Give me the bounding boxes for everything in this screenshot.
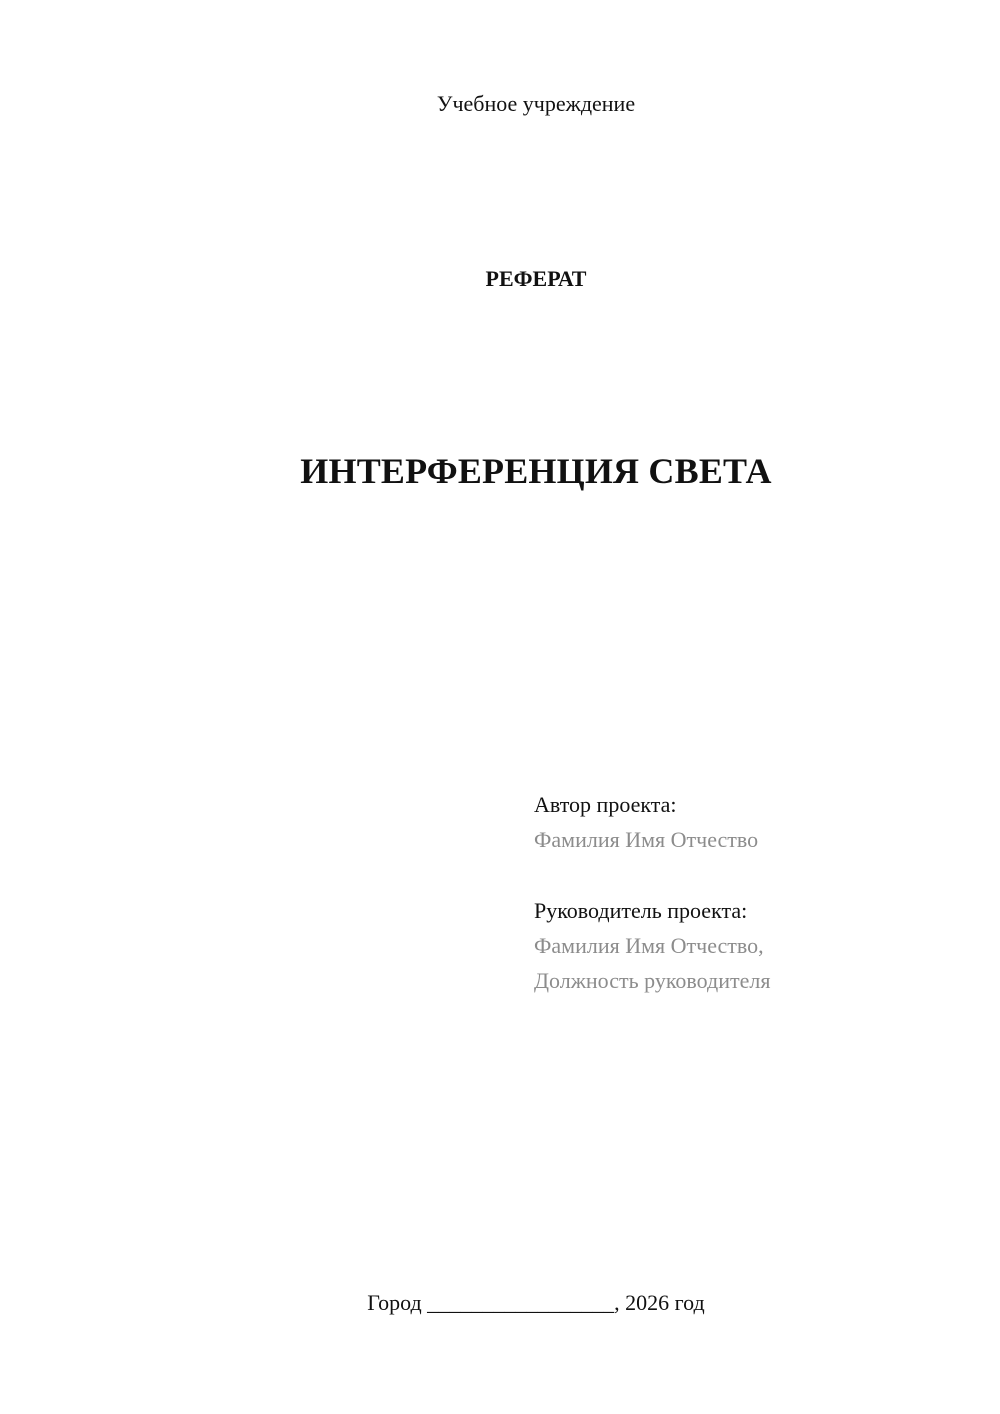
author-label: Автор проекта: xyxy=(534,792,677,817)
project-info xyxy=(534,787,770,998)
institution-name: Учебное учреждение xyxy=(436,91,636,116)
author-name: Фамилия Имя Отчество xyxy=(534,827,759,852)
document-title: ИНТЕРФЕРЕНЦИЯ СВЕТА xyxy=(300,451,772,491)
supervisor-label: Руководитель проекта: xyxy=(534,898,748,923)
city-year-footer: Город _________________, 2026 год xyxy=(367,1290,705,1315)
supervisor-position: Должность руководителя xyxy=(534,968,771,993)
document-type: РЕФЕРАТ xyxy=(485,266,587,291)
info-spacer xyxy=(534,857,770,893)
supervisor-name: Фамилия Имя Отчество, xyxy=(534,933,764,958)
